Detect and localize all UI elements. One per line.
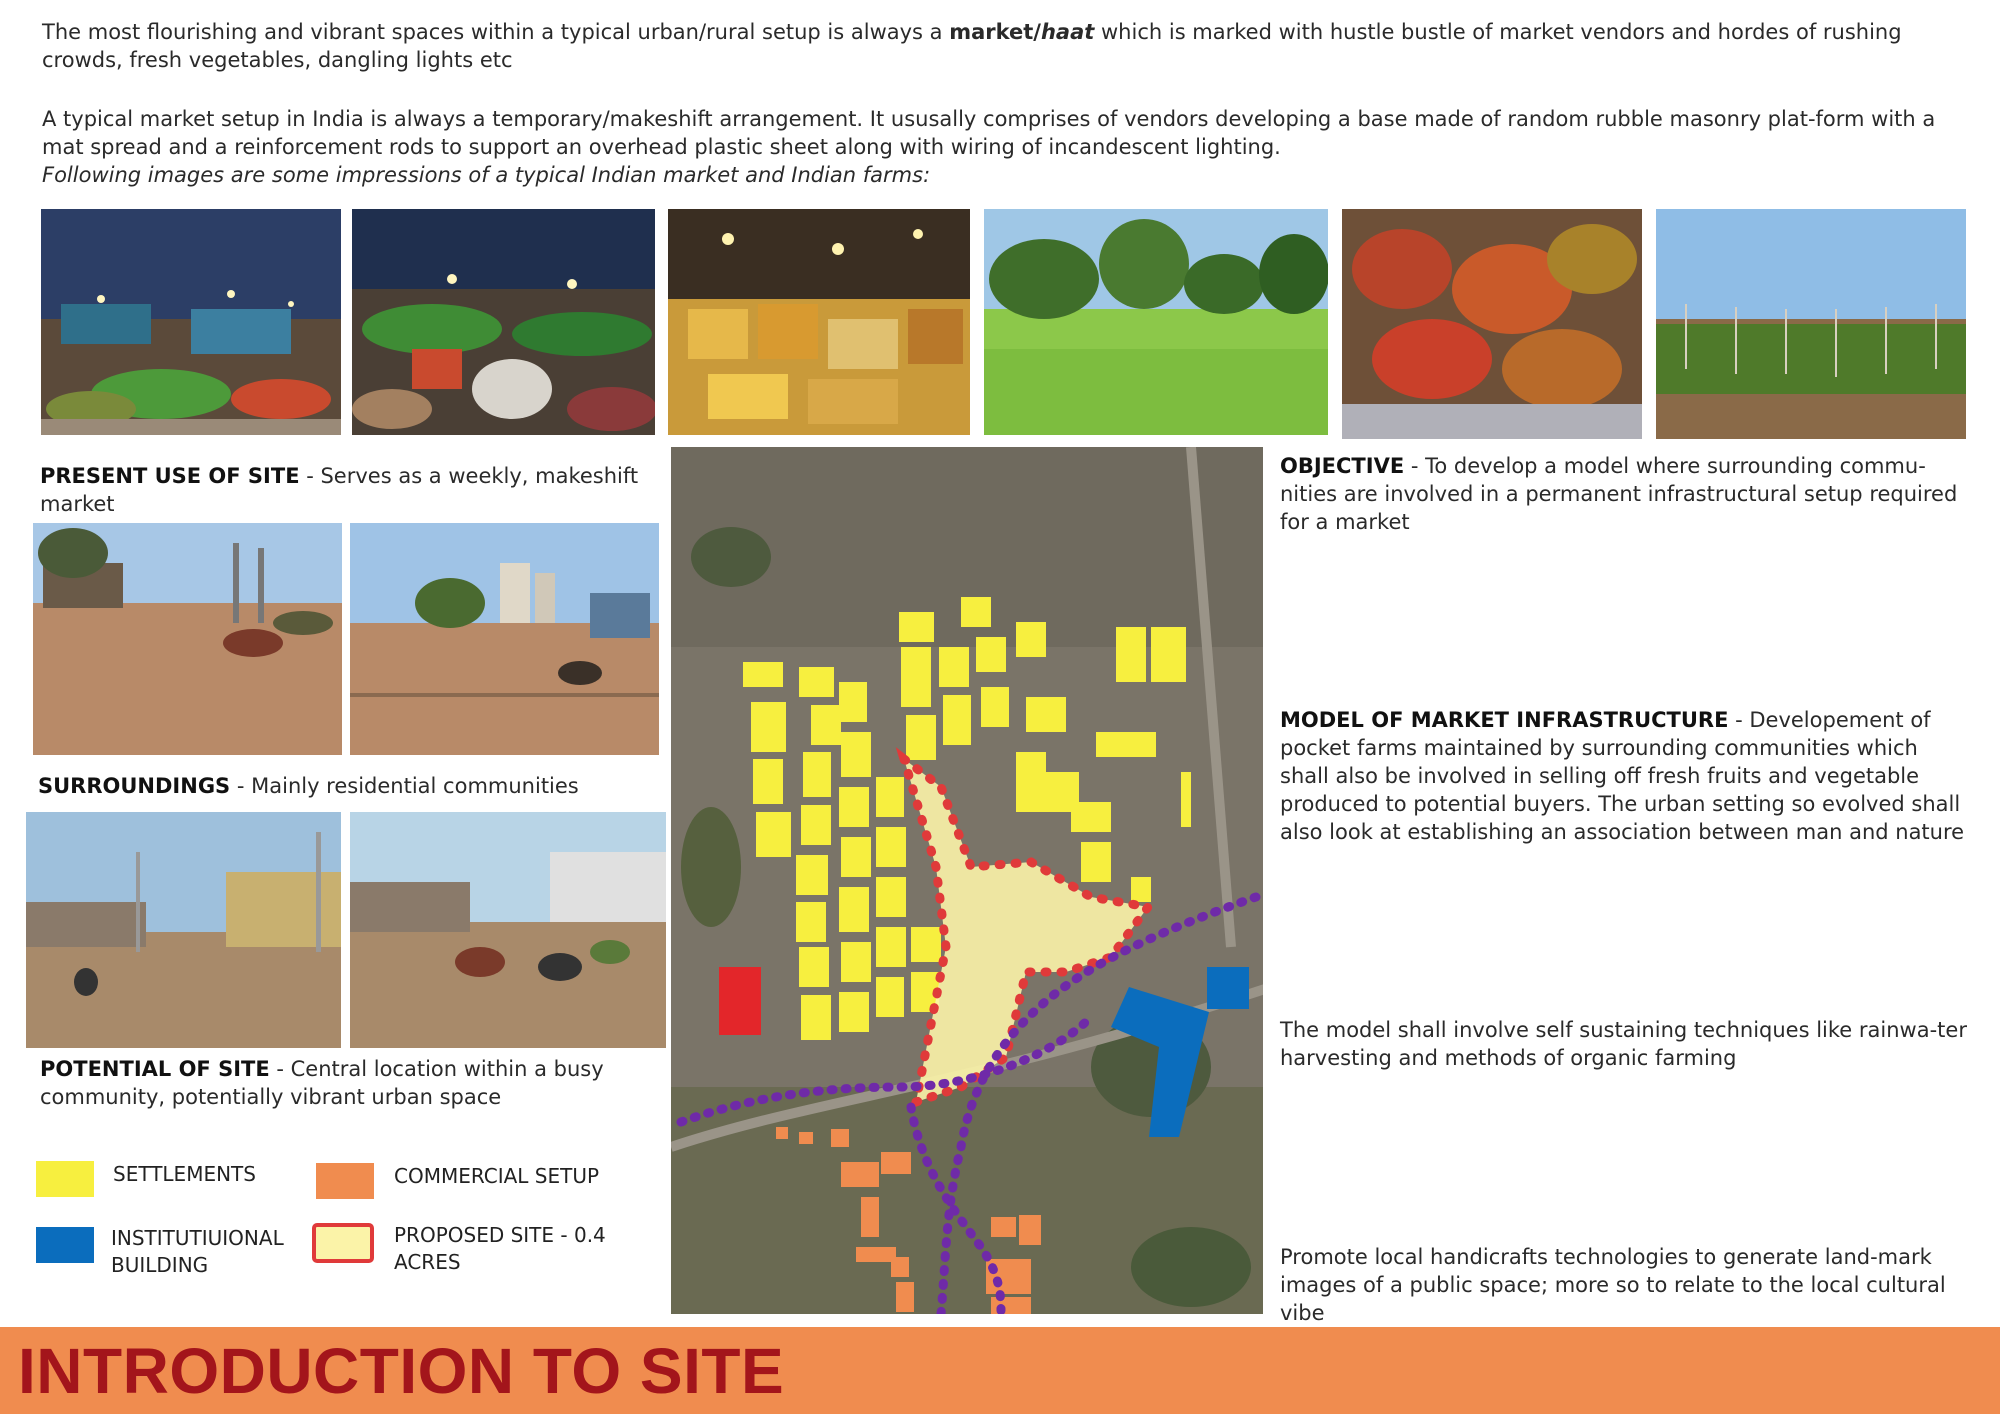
footer-banner xyxy=(0,1327,2000,1414)
surroundings-heading: SURROUNDINGS xyxy=(38,774,231,798)
photo-green-field xyxy=(984,209,1328,435)
intro-paragraph-2: A typical market setup in India is always a temporary/makeshift arrangement. It ususally comprises of vendors developing a base made of random rubble masonry plat-form with a mat spread and a reinforcement rods to support an overhead plastic sheet along with wiring of incandescent lighting. xyxy=(42,107,1936,159)
photo-spice-stall xyxy=(668,209,970,435)
intro-paragraph-1 xyxy=(42,18,1962,74)
photo-site-present-1 xyxy=(33,523,342,755)
photo-crop-farm xyxy=(1656,209,1966,439)
photo-surroundings-2 xyxy=(350,812,666,1048)
intro-paragraph-3: Following images are some impressions of a typical Indian market and Indian farms: xyxy=(42,163,931,187)
legend-label-commercial: COMMERCIAL SETUP xyxy=(394,1164,600,1188)
legend-swatch-institutional xyxy=(36,1227,94,1263)
legend-label-settlements: SETTLEMENTS xyxy=(113,1162,256,1186)
promote-text: Promote local handicrafts technologies to generate land-mark images of a public space; more so to relate to the local cultural vibe xyxy=(1280,1245,1946,1325)
site-map xyxy=(671,447,1263,1314)
photo-surroundings-1 xyxy=(26,812,341,1048)
potential-text xyxy=(40,1055,660,1111)
page-title: INTRODUCTION TO SITE xyxy=(18,1335,785,1407)
present-use-body: - Serves as a weekly, makeshift market xyxy=(40,464,639,516)
sustain-text: The model shall involve self sustaining techniques like rainwa-ter harvesting and methods of organic farming xyxy=(1280,1018,1967,1070)
surroundings-text xyxy=(38,772,658,800)
model-body: - Developement of pocket farms maintained by surrounding communities which shall also be involved in selling off fresh fruits and vegetable produced to potential buyers. The urban setting so evolved shall also look at establishing an association between man and nature xyxy=(1280,708,1965,844)
surroundings-body: - Mainly residential communities xyxy=(230,774,579,798)
model-heading: MODEL OF MARKET INFRASTRUCTURE xyxy=(1280,708,1729,732)
photo-night-market-1 xyxy=(41,209,341,435)
legend-swatch-proposed xyxy=(312,1223,374,1263)
potential-heading: POTENTIAL OF SITE xyxy=(40,1057,270,1081)
model-text xyxy=(1280,706,1972,846)
photo-night-market-2 xyxy=(352,209,655,435)
objective-heading: OBJECTIVE xyxy=(1280,454,1405,478)
intro-text-a: The most flourishing and vibrant spaces within a typical urban/rural setup is always a xyxy=(42,20,950,44)
legend-swatch-settlements xyxy=(36,1161,94,1197)
legend-swatch-commercial xyxy=(316,1163,374,1199)
present-use-heading: PRESENT USE OF SITE xyxy=(40,464,300,488)
intro-text-c: which is marked with hustle bustle of market vendors and hordes of rushing crowds, fresh vegetables, dangling lights etc xyxy=(42,20,1902,72)
legend-label-proposed: PROPOSED SITE - 0.4 ACRES xyxy=(394,1223,606,1274)
objective-text xyxy=(1280,452,1972,536)
red-building-block xyxy=(719,967,761,1035)
intro-haat-bold: haat xyxy=(1040,20,1095,44)
objective-body: - To develop a model where surrounding commu-nities are involved in a permanent infrastructural setup required for a market xyxy=(1280,454,1958,534)
potential-body: - Central location within a busy community, potentially vibrant urban space xyxy=(40,1057,604,1109)
present-use-text xyxy=(40,462,660,518)
legend-label-institutional: INSTITUTIUIONAL BUILDING xyxy=(111,1226,284,1277)
intro-market-bold: market/ xyxy=(949,20,1041,44)
photo-chili-plants xyxy=(1342,209,1642,439)
photo-site-present-2 xyxy=(350,523,659,755)
